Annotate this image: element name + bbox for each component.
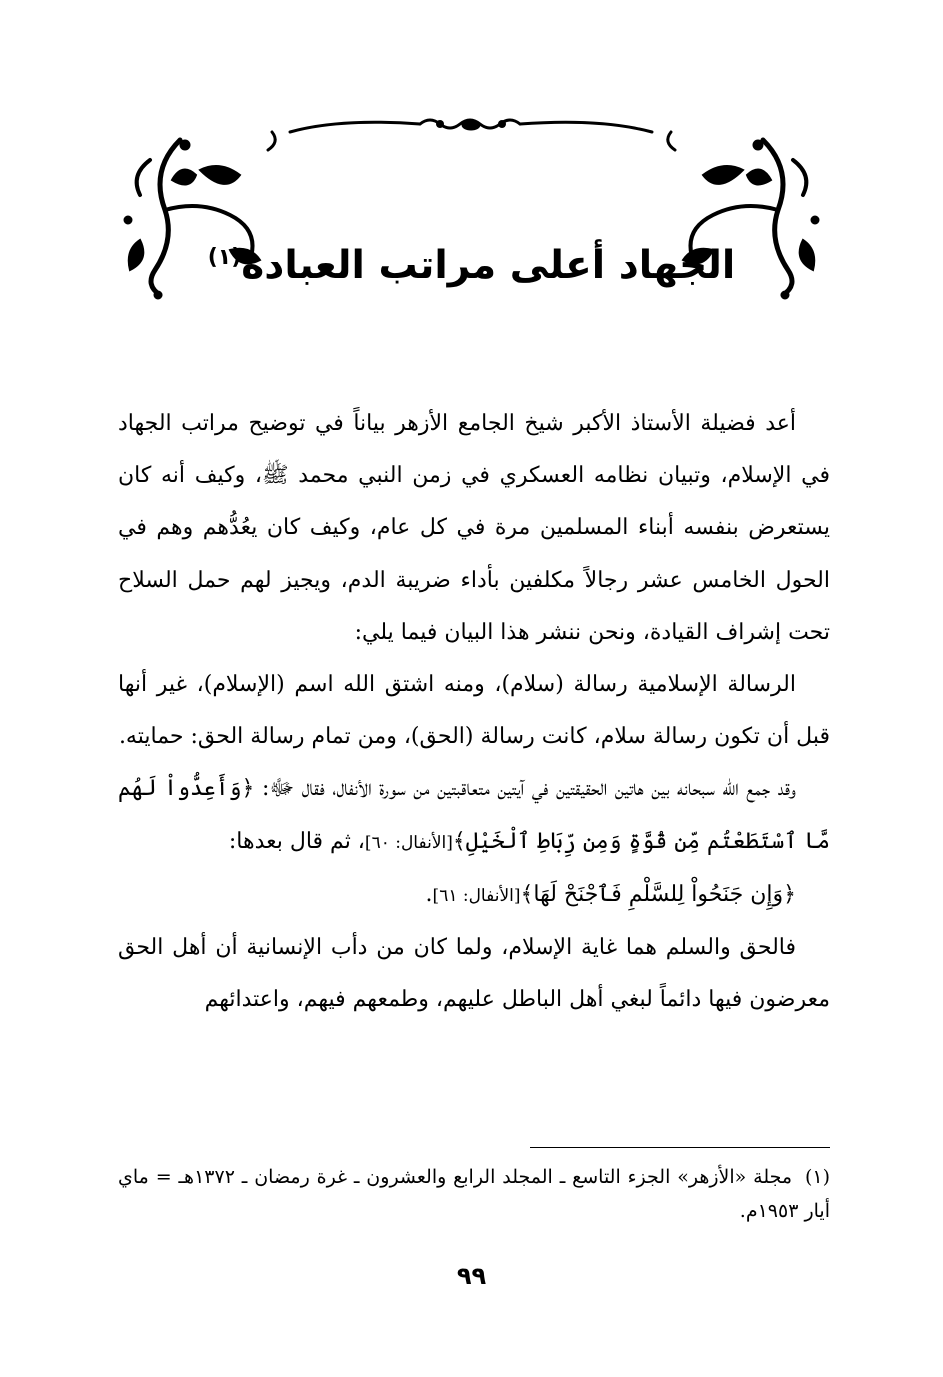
paragraph-2: الرسالة الإسلامية رسالة (سلام)، ومنه اشتق الله اسم (الإسلام)، غير أنها قبل أن تكون رسالة سلام، كانت رسالة (الحق)، ومن تمام رسالة الحق: حمايته. xyxy=(118,672,830,750)
footnote-marker: (١) xyxy=(804,1166,830,1188)
quran-verse-60: ﴿وَأَعِدُّواْ لَهُم مَّا ٱسْتَطَعْتُم مِّن قُوَّةٍ وَمِن رِّبَاطِ ٱلْخَيْلِ﴾ xyxy=(118,776,830,854)
paragraph-5: فالحق والسلم هما غاية الإسلام، ولما كان من دأب الإنسانية أن أهل الحق معرضون فيها دائماً لبغي أهل الباطل عليهم، وطمعهم فيهم، واعتدائهم xyxy=(118,935,830,1013)
footnote xyxy=(118,1160,830,1228)
quran-verse-61: ﴿وَإِن جَنَحُواْ لِلسَّلْمِ فَٱجْنَحْ لَهَا﴾ xyxy=(520,881,796,907)
chapter-title xyxy=(180,228,763,296)
footnote-text: مجلة «الأزهر» الجزء التاسع ـ المجلد الرابع والعشرون ـ غرة رمضان ـ ١٣٧٢هـ = ماي أيار ١٩٥٣م. xyxy=(118,1166,830,1222)
paragraph-3 xyxy=(118,763,830,868)
paragraph-4 xyxy=(118,869,830,922)
chapter-title-text: الجهاد أعلى مراتب العبادة xyxy=(241,243,736,288)
paragraph-1: أعد فضيلة الأستاذ الأكبر شيخ الجامع الأزهر بياناً في توضيح مراتب الجهاد في الإسلام، وتبيان نظامه العسكري في زمن النبي محمد ﷺ، وكيف أنه كان يستعرض بنفسه أبناء المسلمين مرة في كل عام، وكيف كان يعُدُّهم وهم في الحول الخامس عشر رجالاً مكلفين بأداء ضريبة الدم، ويجيز لهم حمل السلاح تحت إشراف القيادة، ونحن ننشر هذا البيان فيما يلي: xyxy=(118,411,830,645)
page-number: ٩٩ xyxy=(456,1262,487,1290)
top-swash-ornament xyxy=(290,120,652,132)
verse-reference-61: [الأنفال: ٦١] xyxy=(432,885,521,906)
body-text xyxy=(118,398,830,1026)
paragraph-4-end: . xyxy=(425,881,433,907)
paragraph-3-intro: وقد جمع الله سبحانه بين هاتين الحقيقتين في آيتين متعاقبتين من سورة الأنفال، فقال ﷻ: xyxy=(261,776,796,802)
paragraph-3-outro: ، ثم قال بعدها: xyxy=(228,828,365,854)
footnote-separator xyxy=(530,1147,830,1148)
verse-reference-60: [الأنفال: ٦٠] xyxy=(364,832,453,853)
title-footnote-marker: (١) xyxy=(207,245,242,270)
